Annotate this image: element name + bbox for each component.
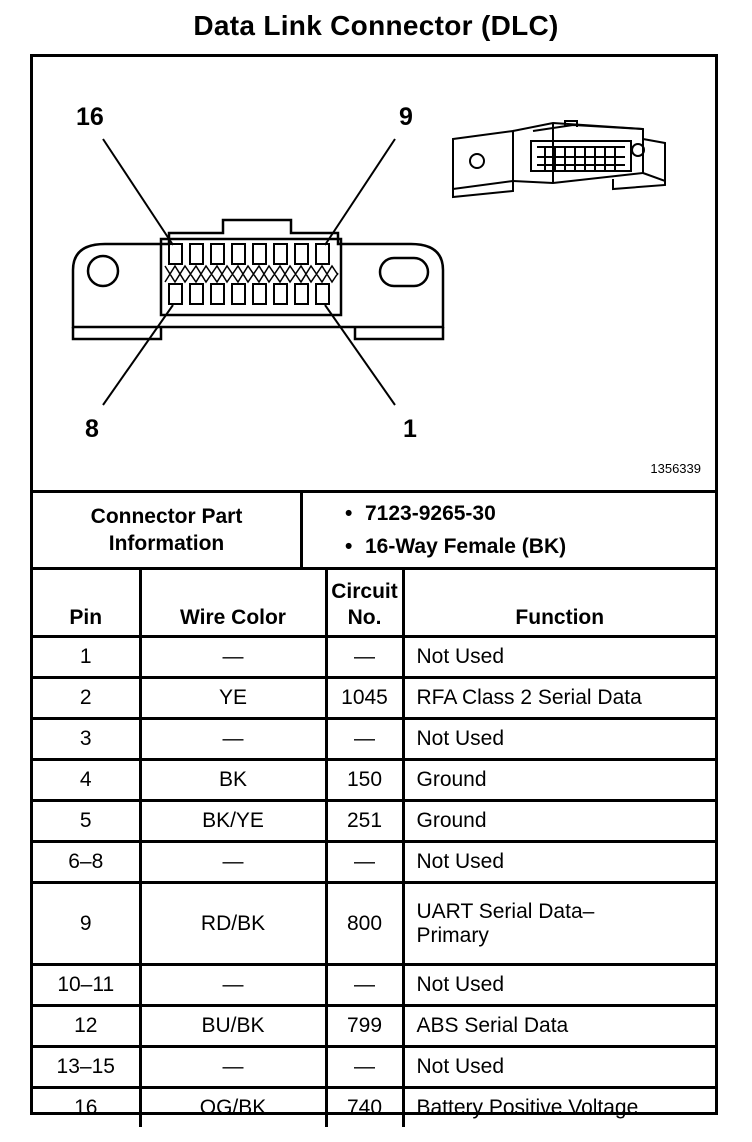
table-row bbox=[33, 1088, 715, 1128]
table-row bbox=[33, 719, 715, 760]
pin-label-16: 16 bbox=[76, 103, 104, 131]
function-cell: Battery Positive Voltage bbox=[403, 1088, 715, 1128]
connector-part-label bbox=[33, 493, 303, 567]
function-cell: Ground bbox=[403, 760, 715, 801]
circuit-cell: — bbox=[326, 842, 403, 883]
pin-divider-hatch bbox=[165, 266, 338, 282]
function-cell: Not Used bbox=[403, 842, 715, 883]
table-row bbox=[33, 883, 715, 965]
circuit-cell: 1045 bbox=[326, 678, 403, 719]
table-row bbox=[33, 637, 715, 678]
pin-cell: 1 bbox=[33, 637, 140, 678]
table-row bbox=[33, 1006, 715, 1047]
function-cell: Not Used bbox=[403, 719, 715, 760]
header-wire-color: Wire Color bbox=[140, 570, 326, 637]
pin-cell: 3 bbox=[33, 719, 140, 760]
pin-cell: 13–15 bbox=[33, 1047, 140, 1088]
table-header-row bbox=[33, 570, 715, 637]
table-row bbox=[33, 842, 715, 883]
wire-color-cell: — bbox=[140, 1047, 326, 1088]
pin-cell: 4 bbox=[33, 760, 140, 801]
function-cell: Not Used bbox=[403, 965, 715, 1006]
function-cell: Not Used bbox=[403, 1047, 715, 1088]
function-cell: ABS Serial Data bbox=[403, 1006, 715, 1047]
circuit-cell: 740 bbox=[326, 1088, 403, 1128]
table-row bbox=[33, 965, 715, 1006]
page-title: Data Link Connector (DLC) bbox=[193, 10, 559, 41]
connector-drawing bbox=[33, 57, 715, 490]
circuit-cell: 799 bbox=[326, 1006, 403, 1047]
pin-cell: 10–11 bbox=[33, 965, 140, 1006]
table-row bbox=[33, 801, 715, 842]
function-cell: UART Serial Data– Primary bbox=[403, 883, 715, 965]
figure-id: 1356339 bbox=[650, 461, 701, 476]
upper-pin-row bbox=[169, 244, 329, 264]
bullet: • bbox=[345, 535, 353, 558]
lower-pin-row bbox=[169, 284, 329, 304]
pin-cell: 12 bbox=[33, 1006, 140, 1047]
circuit-cell: — bbox=[326, 637, 403, 678]
pin-cell: 5 bbox=[33, 801, 140, 842]
table-row bbox=[33, 1047, 715, 1088]
connector-part-info bbox=[303, 493, 715, 567]
mounting-hole-left bbox=[88, 256, 118, 286]
pin-cell: 9 bbox=[33, 883, 140, 965]
table-row bbox=[33, 760, 715, 801]
circuit-cell: — bbox=[326, 719, 403, 760]
wire-color-cell: OG/BK bbox=[140, 1088, 326, 1128]
wire-color-cell: YE bbox=[140, 678, 326, 719]
part-number: • 7123-9265-30 bbox=[345, 502, 496, 525]
function-cell: Not Used bbox=[403, 637, 715, 678]
leader-lines bbox=[103, 139, 395, 405]
function-cell: Ground bbox=[403, 801, 715, 842]
circuit-cell: 251 bbox=[326, 801, 403, 842]
wire-color-cell: — bbox=[140, 965, 326, 1006]
table-row bbox=[33, 678, 715, 719]
pin-cell: 16 bbox=[33, 1088, 140, 1128]
connector-part-row bbox=[33, 493, 715, 570]
connector-body bbox=[73, 220, 443, 327]
wire-color-cell: RD/BK bbox=[140, 883, 326, 965]
part-description: • 16-Way Female (BK) bbox=[345, 535, 567, 558]
wire-color-cell: — bbox=[140, 637, 326, 678]
pin-table bbox=[33, 570, 715, 1127]
circuit-cell: 150 bbox=[326, 760, 403, 801]
connector-part-label-line1: Connector Part bbox=[90, 505, 243, 528]
function-cell: RFA Class 2 Serial Data bbox=[403, 678, 715, 719]
connector-perspective-icon bbox=[453, 121, 665, 197]
circuit-cell: — bbox=[326, 965, 403, 1006]
pin-label-1: 1 bbox=[403, 415, 417, 443]
wire-color-cell: — bbox=[140, 719, 326, 760]
wire-color-cell: BK bbox=[140, 760, 326, 801]
circuit-cell: — bbox=[326, 1047, 403, 1088]
bullet: • bbox=[345, 502, 353, 525]
pin-cell: 6–8 bbox=[33, 842, 140, 883]
pin-label-9: 9 bbox=[399, 103, 413, 131]
header-pin: Pin bbox=[33, 570, 140, 637]
wire-color-cell: BK/YE bbox=[140, 801, 326, 842]
mounting-hole-right bbox=[380, 258, 428, 286]
dlc-frame bbox=[30, 54, 718, 1119]
pin-label-8: 8 bbox=[85, 415, 99, 443]
connector-figure bbox=[33, 57, 715, 493]
header-function: Function bbox=[403, 570, 715, 637]
wire-color-cell: — bbox=[140, 842, 326, 883]
pin-cell: 2 bbox=[33, 678, 140, 719]
connector-part-label-line2: Information bbox=[108, 532, 225, 555]
header-circuit: Circuit No. bbox=[326, 570, 403, 637]
circuit-cell: 800 bbox=[326, 883, 403, 965]
wire-color-cell: BU/BK bbox=[140, 1006, 326, 1047]
